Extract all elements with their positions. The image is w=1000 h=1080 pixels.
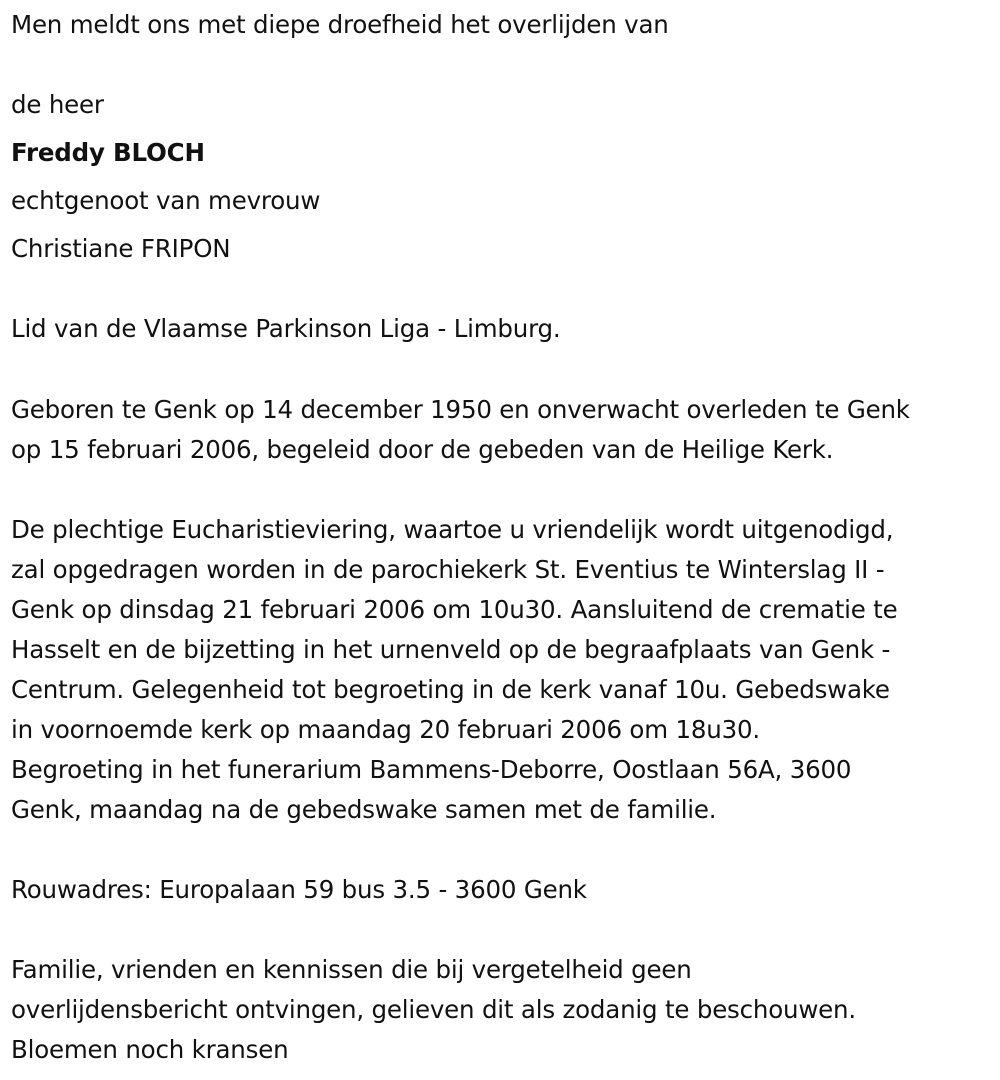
paragraph-line: Familie, vrienden en kennissen die bij vergetelheid geen: [11, 955, 692, 984]
paragraph-line: zal opgedragen worden in de parochiekerk St. Eventius te Winterslag II -: [11, 555, 885, 584]
paragraph-line: overlijdensbericht ontvingen, gelieven dit als zodanig te beschouwen.: [11, 995, 856, 1024]
paragraph-line: Centrum. Gelegenheid tot begroeting in de kerk vanaf 10u. Gebedswake: [11, 675, 890, 704]
intro-text: Men meldt ons met diepe droefheid het overlijden van: [11, 10, 669, 39]
paragraph-line: Bloemen noch kransen: [11, 1035, 289, 1064]
mourning-address: Rouwadres: Europalaan 59 bus 3.5 - 3600 Genk: [11, 875, 587, 904]
membership-text: Lid van de Vlaamse Parkinson Liga - Limburg.: [11, 314, 561, 343]
paragraph-line: op 15 februari 2006, begeleid door de gebeden van de Heilige Kerk.: [11, 435, 834, 464]
closing-paragraph: [11, 950, 996, 1070]
paragraph-line: De plechtige Eucharistieviering, waartoe u vriendelijk wordt uitgenodigd,: [11, 515, 894, 544]
deceased-name: Freddy BLOCH: [11, 138, 205, 167]
paragraph-line: Geboren te Genk op 14 december 1950 en onverwacht overleden te Genk: [11, 395, 910, 424]
paragraph-line: Genk op dinsdag 21 februari 2006 om 10u30. Aansluitend de crematie te: [11, 595, 898, 624]
address-paragraph: [11, 870, 996, 910]
spouse-name: Christiane FRIPON: [11, 234, 231, 263]
paragraph-line: Begroeting in het funerarium Bammens-Deborre, Oostlaan 56A, 3600: [11, 755, 852, 784]
title-prefix: de heer: [11, 90, 104, 119]
ceremony-paragraph: [11, 510, 996, 830]
paragraph-line: in voornoemde kerk op maandag 20 februari 2006 om 18u30.: [11, 715, 760, 744]
relation-text: echtgenoot van mevrouw: [11, 186, 321, 215]
birth-death-paragraph: [11, 390, 996, 470]
paragraph-line: Genk, maandag na de gebedswake samen met de familie.: [11, 795, 717, 824]
paragraph-line: Hasselt en de bijzetting in het urnenveld op de begraafplaats van Genk -: [11, 635, 891, 664]
